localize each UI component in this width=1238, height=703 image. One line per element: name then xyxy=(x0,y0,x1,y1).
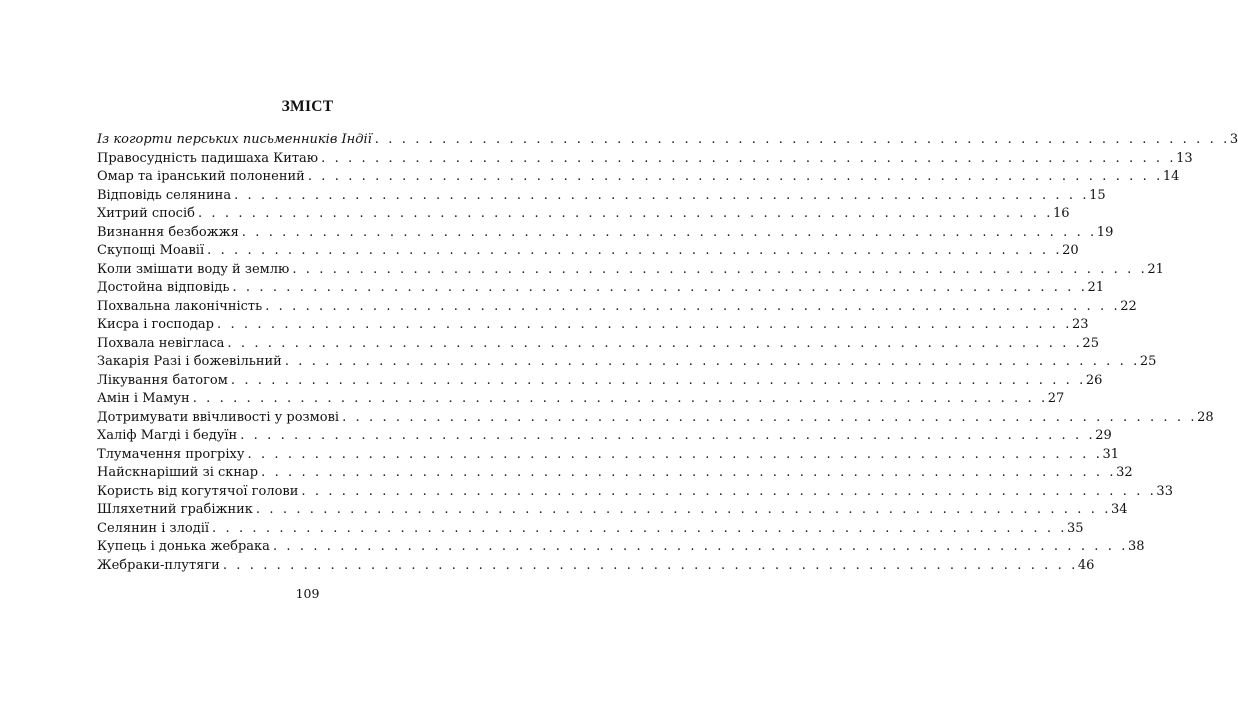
toc-dot-leader: . . . . . . . . . . . . . . . . . . . . . . . . . . . . . . . . . . . . . . . . . . . . . . . . . . . . . . . . . . . . . . . . xyxy=(197,206,1053,221)
toc-dot-leader: . . . . . . . . . . . . . . . . . . . . . . . . . . . . . . . . . . . . . . . . . . . . . . . . . . . . . . . . . . . . . . . . xyxy=(212,520,1068,536)
toc-entry-title: Халіф Магді і бедуїн xyxy=(97,428,238,443)
toc-dot-leader: . . . . . . . . . . . . . . . . . . . . . . . . . . . . . . . . . . . . . . . . . . . . . . . . . . . . . . . . . . . . . . . . xyxy=(230,372,1086,388)
toc-entry-title: Користь від когутячої голови xyxy=(97,483,299,499)
toc-entry-page-number: 25 xyxy=(1082,335,1099,351)
toc-entry-title: Похвальна лаконічність xyxy=(97,298,263,314)
toc-entry-title: Із когорти перських письменників Індії xyxy=(97,132,372,147)
toc-entry xyxy=(97,464,1133,483)
toc-entry-page-number: 26 xyxy=(1085,372,1103,388)
toc-dot-leader: . . . . . . . . . . . . . . . . . . . . . . . . . . . . . . . . . . . . . . . . . . . . . . . . . . . . . . . . . . . . . . . . xyxy=(247,446,1103,462)
toc-dot-leader: . . . . . . . . . . . . . . . . . . . . . . . . . . . . . . . . . . . . . . . . . . . . . . . . . . . . . . . . . . . . . . . . xyxy=(232,280,1088,295)
toc-entry-page-number: 13 xyxy=(1176,150,1193,166)
toc-dot-leader: . . . . . . . . . . . . . . . . . . . . . . . . . . . . . . . . . . . . . . . . . . . . . . . . . . . . . . . . . . . . . . . . xyxy=(222,557,1078,573)
toc-entry-title: Скупощі Моавії xyxy=(97,243,205,258)
toc-entry-title: Кисра і господар xyxy=(97,317,214,332)
toc-entry-title: Правосудність падишаха Китаю xyxy=(97,150,319,166)
toc-entry xyxy=(97,224,1114,243)
toc-entry-page-number: 35 xyxy=(1067,520,1084,536)
toc-entry-page-number: 25 xyxy=(1139,354,1157,369)
toc-entry-page-number: 38 xyxy=(1127,539,1145,554)
toc-dot-leader: . . . . . . . . . . . . . . . . . . . . . . . . . . . . . . . . . . . . . . . . . . . . . . . . . . . . . . . . . . . . . . . . xyxy=(207,243,1063,258)
toc-entry-title: Шляхетний грабіжник xyxy=(97,502,253,517)
toc-dot-leader: . . . . . . . . . . . . . . . . . . . . . . . . . . . . . . . . . . . . . . . . . . . . . . . . . . . . . . . . . . . . . . . . xyxy=(234,187,1090,203)
toc-entry xyxy=(97,390,1065,409)
toc-entry-page-number: 19 xyxy=(1096,224,1114,240)
toc-dot-leader: . . . . . . . . . . . . . . . . . . . . . . . . . . . . . . . . . . . . . . . . . . . . . . . . . . . . . . . . . . . . . . . . xyxy=(307,169,1163,184)
toc-entry xyxy=(97,150,1193,169)
toc-entry xyxy=(97,316,1089,335)
toc-dot-leader: . . . . . . . . . . . . . . . . . . . . . . . . . . . . . . . . . . . . . . . . . . . . . . . . . . . . . . . . . . . . . . . . xyxy=(227,335,1083,351)
table-of-contents xyxy=(97,131,1238,575)
toc-dot-leader: . . . . . . . . . . . . . . . . . . . . . . . . . . . . . . . . . . . . . . . . . . . . . . . . . . . . . . . . . . . . . . . . xyxy=(284,354,1140,369)
toc-entry-title: Відповідь селянина xyxy=(97,187,232,203)
toc-entry-page-number: 14 xyxy=(1162,169,1180,184)
toc-entry-page-number: 23 xyxy=(1072,317,1089,332)
toc-entry-page-number: 29 xyxy=(1095,428,1112,443)
toc-dot-leader: . . . . . . . . . . . . . . . . . . . . . . . . . . . . . . . . . . . . . . . . . . . . . . . . . . . . . . . . . . . . . . . . xyxy=(240,428,1096,443)
toc-entry-page-number: 21 xyxy=(1147,261,1164,277)
toc-entry-page-number: 28 xyxy=(1197,409,1214,425)
toc-entry-title: Достойна відповідь xyxy=(97,280,230,295)
toc-entry-title: Жебраки-плутяги xyxy=(97,557,220,573)
toc-dot-leader: . . . . . . . . . . . . . . . . . . . . . . . . . . . . . . . . . . . . . . . . . . . . . . . . . . . . . . . . . . . . . . . . xyxy=(241,224,1097,240)
toc-entry xyxy=(97,372,1103,391)
toc-entry-title: Тлумачення прогріху xyxy=(97,446,245,462)
toc-dot-leader: . . . . . . . . . . . . . . . . . . . . . . . . . . . . . . . . . . . . . . . . . . . . . . . . . . . . . . . . . . . . . . . . xyxy=(192,391,1048,406)
toc-entry-title: Похвала невігласа xyxy=(97,335,225,351)
toc-dot-leader: . . . . . . . . . . . . . . . . . . . . . . . . . . . . . . . . . . . . . . . . . . . . . . . . . . . . . . . . . . . . . . . . xyxy=(292,261,1148,277)
toc-entry xyxy=(97,538,1145,557)
toc-entry xyxy=(97,187,1106,206)
toc-entry-page-number: 46 xyxy=(1077,557,1095,573)
toc-entry xyxy=(97,279,1104,298)
toc-dot-leader: . . . . . . . . . . . . . . . . . . . . . . . . . . . . . . . . . . . . . . . . . . . . . . . . . . . . . . . . . . . . . . . . xyxy=(255,502,1111,517)
toc-dot-leader: . . . . . . . . . . . . . . . . . . . . . . . . . . . . . . . . . . . . . . . . . . . . . . . . . . . . . . . . . . . . . . . . xyxy=(261,465,1117,480)
toc-dot-leader: . . . . . . . . . . . . . . . . . . . . . . . . . . . . . . . . . . . . . . . . . . . . . . . . . . . . . . . . . . . . . . . . xyxy=(272,539,1128,554)
toc-entry-page-number: 27 xyxy=(1047,391,1065,406)
toc-entry-page-number: 15 xyxy=(1089,187,1106,203)
toc-entry xyxy=(97,483,1173,502)
toc-dot-leader: . . . . . . . . . . . . . . . . . . . . . . . . . . . . . . . . . . . . . . . . . . . . . . . . . . . . . . . . . . . . . . . . xyxy=(374,132,1230,147)
toc-entry-title: Омар та іранський полонений xyxy=(97,169,305,184)
toc-entry-page-number: 34 xyxy=(1110,502,1128,517)
toc-dot-leader: . . . . . . . . . . . . . . . . . . . . . . . . . . . . . . . . . . . . . . . . . . . . . . . . . . . . . . . . . . . . . . . . xyxy=(321,150,1177,166)
toc-entry-title: Селянин і злодії xyxy=(97,520,210,536)
toc-entry-page-number: 33 xyxy=(1156,483,1173,499)
toc-entry-page-number: 3 xyxy=(1229,132,1238,147)
toc-entry-page-number: 32 xyxy=(1116,465,1133,480)
toc-entry-title: Амін і Мамун xyxy=(97,391,190,406)
toc-entry-page-number: 31 xyxy=(1102,446,1120,462)
toc-entry xyxy=(97,501,1128,520)
toc-entry xyxy=(97,261,1164,280)
toc-entry-page-number: 16 xyxy=(1052,206,1070,221)
toc-entry-title: Лікування батогом xyxy=(97,372,228,388)
toc-entry xyxy=(97,131,1238,150)
toc-entry xyxy=(97,427,1112,446)
toc-dot-leader: . . . . . . . . . . . . . . . . . . . . . . . . . . . . . . . . . . . . . . . . . . . . . . . . . . . . . . . . . . . . . . . . xyxy=(217,317,1073,332)
toc-entry-title: Хитрий спосіб xyxy=(97,206,195,221)
toc-dot-leader: . . . . . . . . . . . . . . . . . . . . . . . . . . . . . . . . . . . . . . . . . . . . . . . . . . . . . . . . . . . . . . . . xyxy=(265,298,1121,314)
toc-entry-page-number: 22 xyxy=(1120,298,1137,314)
toc-entry-title: Дотримувати ввічливості у розмові xyxy=(97,409,340,425)
page-title: ЗМІСТ xyxy=(281,98,334,115)
toc-entry-title: Найскнаріший зі скнар xyxy=(97,465,259,480)
toc-entry xyxy=(97,520,1084,539)
toc-entry-page-number: 20 xyxy=(1062,243,1079,258)
toc-entry xyxy=(97,446,1120,465)
toc-entry xyxy=(97,298,1137,317)
toc-dot-leader: . . . . . . . . . . . . . . . . . . . . . . . . . . . . . . . . . . . . . . . . . . . . . . . . . . . . . . . . . . . . . . . . xyxy=(342,409,1198,425)
toc-entry xyxy=(97,205,1070,224)
toc-entry xyxy=(97,335,1099,354)
toc-dot-leader: . . . . . . . . . . . . . . . . . . . . . . . . . . . . . . . . . . . . . . . . . . . . . . . . . . . . . . . . . . . . . . . . xyxy=(301,483,1157,499)
toc-entry xyxy=(97,242,1079,261)
toc-entry-page-number: 21 xyxy=(1087,280,1104,295)
toc-entry-title: Купець і донька жебрака xyxy=(97,539,270,554)
toc-entry-title: Визнання безбожжя xyxy=(97,224,239,240)
toc-entry xyxy=(97,409,1214,428)
toc-entry xyxy=(97,557,1095,576)
toc-entry xyxy=(97,353,1157,372)
toc-entry-title: Закарія Разі і божевільний xyxy=(97,354,282,369)
page-number: 109 xyxy=(295,586,320,601)
toc-entry xyxy=(97,168,1180,187)
toc-entry-title: Коли змішати воду й землю xyxy=(97,261,290,277)
